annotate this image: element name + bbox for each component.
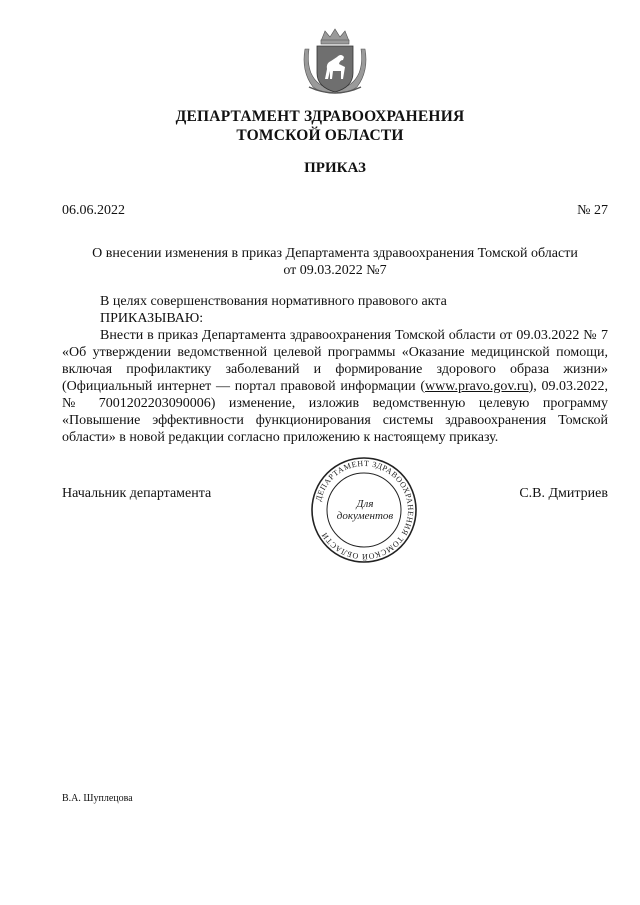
stamp-center-line-2: документов	[336, 510, 394, 522]
executor-name: В.А. Шуплецова	[62, 793, 133, 804]
main-text-before-link: Внести в приказ Департамента здравоохранения Томской области от 09.03.2022 № 7 «Об утверждении ведомственной целевой программы «Оказание медицинской помощи, включая профилактику заболеваний и формирование здорового образа жизни» (Официальный интернет — портал правовой информации (	[62, 328, 608, 394]
subject-line-2: от 09.03.2022 №7	[283, 263, 387, 278]
document-type: ПРИКАЗ	[304, 160, 366, 176]
document-number: № 27	[577, 203, 608, 218]
intro-paragraph: В целях совершенствования нормативного правового акта	[100, 294, 447, 309]
department-line-1: ДЕПАРТАМЕНТ ЗДРАВООХРАНЕНИЯ	[175, 108, 465, 125]
signatory-name: С.В. Дмитриев	[519, 486, 608, 501]
tomsk-coat-of-arms-icon	[299, 27, 371, 97]
stamp-ring-text: ДЕПАРТАМЕНТ ЗДРАВООХРАНЕНИЯ ТОМСКОЙ ОБЛАСТИ	[313, 458, 416, 562]
main-paragraph	[62, 327, 608, 446]
document-body	[62, 293, 608, 446]
pravo-gov-link[interactable]: www.pravo.gov.ru	[425, 379, 529, 394]
document-subject	[62, 245, 608, 279]
signatory-title: Начальник департамента	[62, 486, 212, 501]
stamp-center-line-1: Для	[356, 498, 374, 510]
subject-line-1: О внесении изменения в приказ Департамента здравоохранения Томской области	[92, 246, 578, 261]
document-date: 06.06.2022	[62, 203, 125, 218]
main-text-after-link: ), 09.03.2022, № 7001202203090006) изменение, изложив ведомственную целевую программу «Повышение эффективности функционирования системы здравоохранения Томской области» в новой редакции согласно приложению к настоящему приказу.	[62, 379, 608, 445]
department-stamp	[309, 455, 419, 565]
order-word: ПРИКАЗЫВАЮ:	[100, 311, 204, 326]
department-line-2: ТОМСКОЙ ОБЛАСТИ	[236, 127, 404, 144]
department-name	[0, 107, 640, 145]
